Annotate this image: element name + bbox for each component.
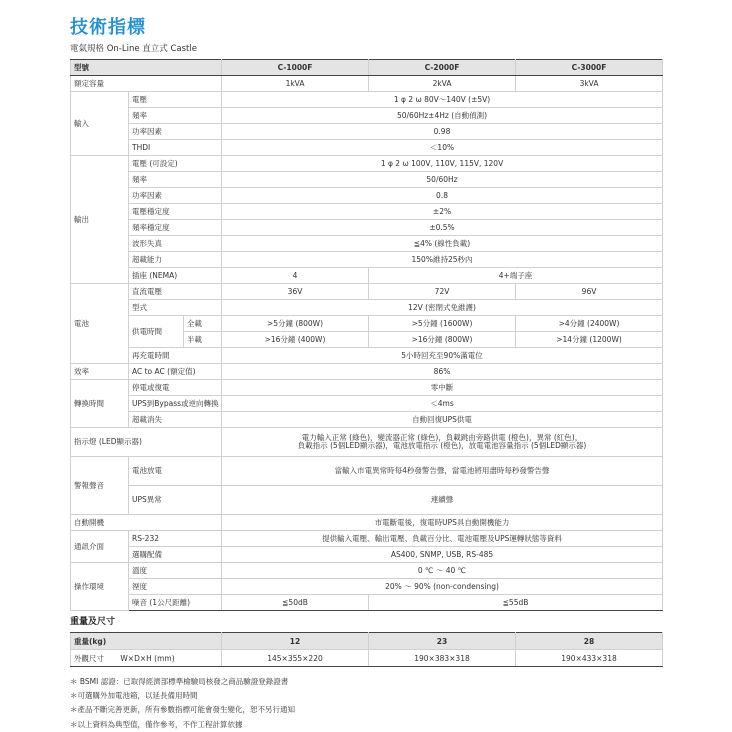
table-row — [71, 428, 663, 457]
weight-label: 重量(kg) — [71, 633, 222, 650]
battery-group-label: 電池 — [71, 284, 129, 364]
env-noise-value-1: ≦50dB — [222, 595, 369, 611]
table-row — [71, 412, 663, 428]
comm-rs232-label: RS-232 — [129, 531, 222, 547]
table-row — [71, 348, 663, 364]
capacity-label: 額定容量 — [71, 76, 222, 92]
dims-value: 145×355×220 — [222, 650, 369, 667]
input-frequency-label: 頻率 — [129, 108, 222, 124]
led-line-2: 負載指示 (5個LED顯示器)，電池放電指示 (橙色)，放電電池容量指示 (5個LED顯示器) — [297, 441, 587, 450]
table-row — [71, 579, 663, 595]
output-frequency-value: 50/60Hz — [222, 172, 663, 188]
weight-table — [70, 632, 663, 667]
table-row — [71, 236, 663, 252]
dims-label-cell — [71, 650, 222, 667]
table-row — [71, 220, 663, 236]
table-row — [71, 92, 663, 108]
alarm-discharge-value: 當輸入市電異常時每4秒發警告聲，當電池將用盡時每秒發警告聲 — [222, 457, 663, 486]
output-thd-label: 波形失真 — [129, 236, 222, 252]
table-row — [71, 380, 663, 396]
battery-full-label: 全載 — [184, 316, 222, 332]
led-line-1: 電力輸入正常 (綠色)，變流器正常 (綠色)，負載跳由旁路供電 (橙色)，異常 (紅色)， — [301, 433, 583, 443]
model-c3000f: C-3000F — [516, 60, 663, 76]
weight-value: 28 — [516, 633, 663, 650]
note-item: ＊可選購外加電池箱，以延長備用時間 — [70, 691, 198, 701]
table-row — [71, 547, 663, 563]
efficiency-group-label: 效率 — [71, 364, 129, 380]
dims-label: 外觀尺寸 — [74, 653, 104, 663]
input-group-label: 輸入 — [71, 92, 129, 156]
table-row — [71, 396, 663, 412]
output-pf-value: 0.8 — [222, 188, 663, 204]
table-row — [71, 316, 663, 332]
env-temp-label: 溫度 — [129, 563, 222, 579]
input-pf-label: 功率因素 — [129, 124, 222, 140]
output-freg-value: ±0.5% — [222, 220, 663, 236]
model-c2000f: C-2000F — [369, 60, 516, 76]
table-row — [71, 188, 663, 204]
battery-full-value: >5分鐘 (1600W) — [369, 316, 516, 332]
table-row — [71, 515, 663, 531]
led-value — [222, 428, 663, 457]
output-socket-value-23: 4+端子座 — [369, 268, 663, 284]
led-group-label: 指示燈 (LED顯示器) — [71, 428, 222, 457]
battery-full-value: >5分鐘 (800W) — [222, 316, 369, 332]
weight-row — [71, 633, 663, 650]
model-c1000f: C-1000F — [222, 60, 369, 76]
battery-recharge-label: 再充電時間 — [129, 348, 222, 364]
battery-dcv-value: 72V — [369, 284, 516, 300]
transfer-bypass-value: ＜4ms — [222, 396, 663, 412]
capacity-value: 2kVA — [369, 76, 516, 92]
output-voltage-label: 電壓 (可設定) — [129, 156, 222, 172]
model-header: 型號 — [71, 60, 222, 76]
output-voltage-value: 1 φ 2 ω 100V, 110V, 115V, 120V — [222, 156, 663, 172]
transfer-outage-label: 停電或復電 — [129, 380, 222, 396]
table-row — [71, 595, 663, 611]
page-title: 技術指標 — [70, 17, 146, 38]
battery-full-value: >4分鐘 (2400W) — [516, 316, 663, 332]
input-voltage-label: 電壓 — [129, 92, 222, 108]
battery-dcv-value: 36V — [222, 284, 369, 300]
table-row — [71, 531, 663, 547]
weight-section-title: 重量及尺寸 — [70, 617, 116, 627]
env-humidity-label: 溼度 — [129, 579, 222, 595]
alarm-group-label: 警報聲音 — [71, 457, 129, 515]
spec-header-row — [71, 60, 663, 76]
alarm-discharge-label: 電池放電 — [129, 457, 222, 486]
note-item: ＊以上資料為典型值，僅作參考，不作工程計算依據 — [70, 719, 243, 729]
battery-type-value: 12V (密閉式免維護) — [222, 300, 663, 316]
output-socket-label: 插座 (NEMA) — [129, 268, 222, 284]
battery-half-value: >16分鐘 (800W) — [369, 332, 516, 348]
output-vreg-label: 電壓穩定度 — [129, 204, 222, 220]
comm-group-label: 通訊介面 — [71, 531, 129, 563]
weight-value: 12 — [222, 633, 369, 650]
alarm-fault-value: 連續聲 — [222, 486, 663, 515]
transfer-outage-value: 零中斷 — [222, 380, 663, 396]
table-row — [71, 268, 663, 284]
output-overload-label: 超載能力 — [129, 252, 222, 268]
output-overload-value: 150%維持25秒內 — [222, 252, 663, 268]
comm-optional-value: AS400, SNMP, USB, RS-485 — [222, 547, 663, 563]
table-row — [71, 486, 663, 515]
battery-half-label: 半載 — [184, 332, 222, 348]
notes — [70, 675, 295, 732]
output-thd-value: ≦4% (線性負載) — [222, 236, 663, 252]
table-row — [71, 156, 663, 172]
env-noise-label: 噪音 (1公尺距離) — [129, 595, 222, 611]
env-group-label: 操作環境 — [71, 563, 129, 611]
battery-half-value: >14分鐘 (1200W) — [516, 332, 663, 348]
table-row — [71, 124, 663, 140]
table-row — [71, 252, 663, 268]
page-subtitle: 電氣規格 On-Line 直立式 Castle — [70, 44, 197, 54]
capacity-value: 3kVA — [516, 76, 663, 92]
autostart-value: 市電斷電後，復電時UPS具自動開機能力 — [222, 515, 663, 531]
table-row — [71, 76, 663, 92]
note-item: ＊產品不斷完善更新，所有參數指標可能會發生變化，恕不另行通知 — [70, 705, 295, 715]
table-row — [71, 108, 663, 124]
table-row — [71, 284, 663, 300]
dims-value: 190×383×318 — [369, 650, 516, 667]
env-temp-value: 0 ℃ ～ 40 ℃ — [222, 563, 663, 579]
efficiency-label: AC to AC (額定值) — [129, 364, 222, 380]
table-row — [71, 364, 663, 380]
transfer-group-label: 轉換時間 — [71, 380, 129, 428]
output-group-label: 輸出 — [71, 156, 129, 284]
battery-half-value: >16分鐘 (400W) — [222, 332, 369, 348]
output-pf-label: 功率因素 — [129, 188, 222, 204]
battery-dcv-label: 直流電壓 — [129, 284, 222, 300]
transfer-overload-label: 超載消失 — [129, 412, 222, 428]
dims-value: 190×433×318 — [516, 650, 663, 667]
efficiency-value: 86% — [222, 364, 663, 380]
battery-type-label: 型式 — [129, 300, 222, 316]
output-socket-value-1: 4 — [222, 268, 369, 284]
env-noise-value-23: ≦55dB — [369, 595, 663, 611]
table-row — [71, 563, 663, 579]
env-humidity-value: 20% ～ 90% (non-condensing) — [222, 579, 663, 595]
spec-table — [70, 59, 663, 611]
input-frequency-value: 50/60Hz±4Hz (自動偵測) — [222, 108, 663, 124]
alarm-fault-label: UPS異常 — [129, 486, 222, 515]
table-row — [71, 140, 663, 156]
note-item: ＊ BSMI 認證：已取得經濟部標準檢驗局核發之商品驗證登錄證書 — [70, 677, 289, 686]
output-freg-label: 頻率穩定度 — [129, 220, 222, 236]
transfer-bypass-label: UPS到Bypass或逆向轉換 — [129, 396, 222, 412]
input-pf-value: 0.98 — [222, 124, 663, 140]
output-vreg-value: ±2% — [222, 204, 663, 220]
comm-rs232-value: 提供輸入電壓、輸出電壓、負載百分比、電池電壓及UPS運轉狀態等資料 — [222, 531, 663, 547]
input-voltage-value: 1 φ 2 ω 80V～140V (±5V) — [222, 92, 663, 108]
autostart-group-label: 自動開機 — [71, 515, 222, 531]
capacity-value: 1kVA — [222, 76, 369, 92]
dims-row — [71, 650, 663, 667]
transfer-overload-value: 自動回復UPS供電 — [222, 412, 663, 428]
comm-optional-label: 選購配備 — [129, 547, 222, 563]
table-row — [71, 300, 663, 316]
table-row — [71, 172, 663, 188]
table-row — [71, 204, 663, 220]
battery-recharge-value: 5小時回充至90%滿電位 — [222, 348, 663, 364]
dims-sublabel: W×D×H (mm) — [120, 653, 175, 663]
input-thdi-label: THDI — [129, 140, 222, 156]
weight-value: 23 — [369, 633, 516, 650]
output-frequency-label: 頻率 — [129, 172, 222, 188]
table-row — [71, 457, 663, 486]
input-thdi-value: ＜10% — [222, 140, 663, 156]
battery-backup-label: 供電時間 — [129, 316, 184, 348]
battery-dcv-value: 96V — [516, 284, 663, 300]
